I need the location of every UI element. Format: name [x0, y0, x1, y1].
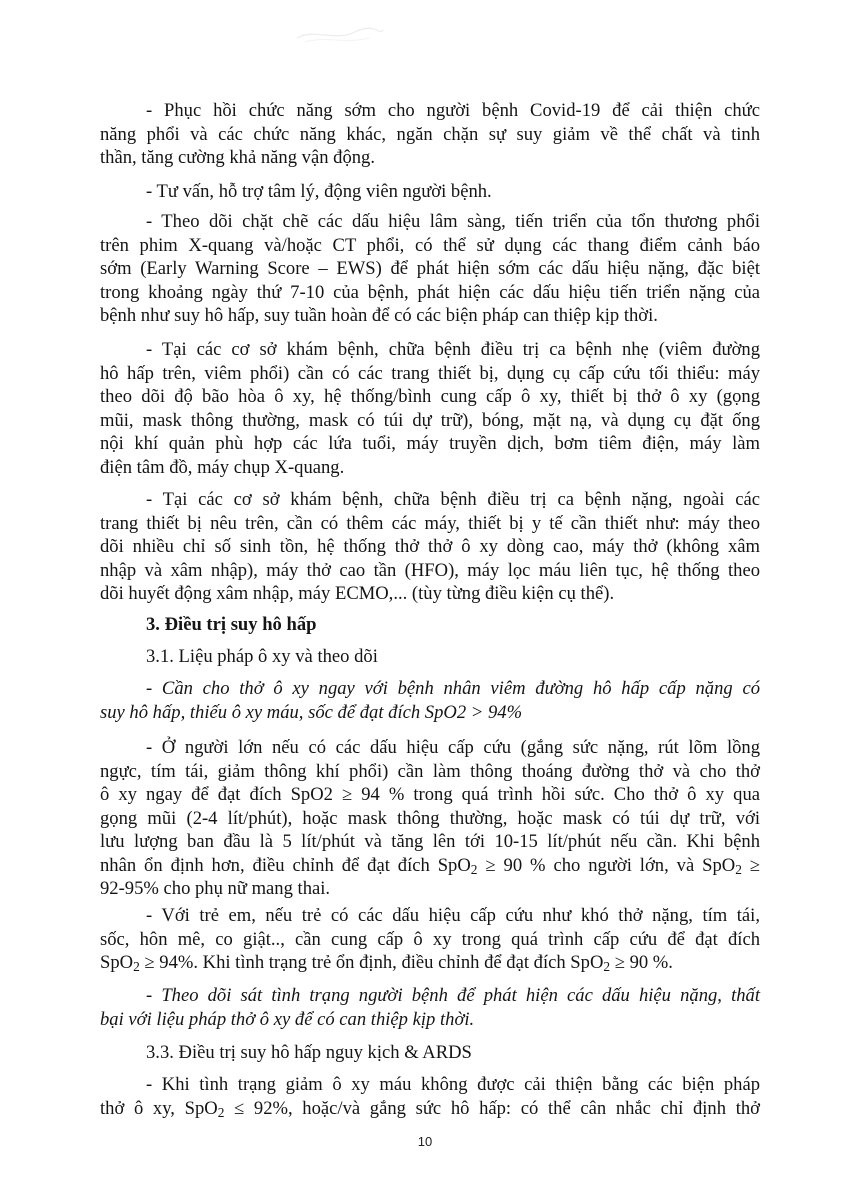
text-line: sốc, hôn mê, co giật.., cần cung cấp ô xy trong quá trình cấp cứu để đạt đích [100, 928, 760, 950]
text-line: nhân ổn định hơn, điều chỉnh để đạt đích SpO$_2$ ≥ 90 % cho người lớn, và SpO$_2$ ≥ [100, 854, 760, 877]
text-line: suy hô hấp, thiếu ô xy máu, sốc để đạt đích SpO2 > 94% [100, 701, 523, 723]
text-line: - Theo dõi sát tình trạng người bệnh để phát hiện các dấu hiệu nặng, thất [146, 985, 760, 1006]
text-line: dõi nhiều chỉ số sinh tồn, hệ thống thở thở ô xy dòng cao, máy thở (không xâm [100, 536, 760, 557]
paragraph-rehab [100, 99, 760, 170]
paragraph-mild-equipment [100, 338, 760, 479]
text-line: trong khoảng ngày thứ 7-10 của bệnh, phát hiện các dấu hiệu tiến triển nặng của [100, 281, 760, 303]
text-line: thần, tăng cường khả năng vận động. [100, 147, 375, 168]
text-line: gọng mũi (2-4 lít/phút), hoặc mask thông thường, hoặc mask có túi dự trữ, với [100, 807, 760, 829]
paragraph-oxygen-italic [100, 677, 760, 724]
section-heading: 3. Điều trị suy hô hấp [146, 614, 317, 635]
scan-artifact [295, 24, 385, 46]
text-line: trên phim X-quang và/hoặc CT phổi, có thể sử dụng các thang điểm cảnh báo [100, 234, 760, 256]
paragraph-monitor-italic [100, 984, 760, 1031]
text-line: mũi, mask thông thường, mask có túi dự trữ), bóng, mặt nạ, và dụng cụ đặt ống [100, 409, 760, 431]
text-line: - Tư vấn, hỗ trợ tâm lý, động viên người bệnh. [146, 181, 492, 202]
page-number: 10 [417, 1134, 433, 1149]
paragraph-child-oxygen [100, 904, 760, 975]
text-line: - Khi tình trạng giảm ô xy máu không được cải thiện bằng các biện pháp [146, 1074, 760, 1095]
text-line: lưu lượng ban đầu là 5 lít/phút và tăng lên tới 10-15 lít/phút nếu cần. Khi bệnh [100, 831, 760, 852]
paragraph-severe-equipment [100, 488, 760, 606]
text-line: bại với liệu pháp thở ô xy để có can thiệp kịp thời. [100, 1008, 475, 1030]
text-line: ngực, tím tái, giảm thông khí phổi) cần làm thông thoáng đường thở và cho thở [100, 760, 760, 782]
text-line: điện tâm đồ, máy chụp X-quang. [100, 456, 345, 478]
text-line: theo dõi độ bão hòa ô xy, hệ thống/bình cung cấp ô xy, thiết bị thở ô xy (gọng [100, 386, 760, 407]
text-line: hô hấp trên, viêm phổi) cần có các trang thiết bị, dụng cụ cấp cứu tối thiểu: máy [100, 362, 760, 384]
text-line: dõi huyết động xâm nhập, máy ECMO,... (tùy từng điều kiện cụ thể). [100, 583, 615, 604]
text-line: nhập và xâm nhập), máy thở cao tần (HFO), máy lọc máu liên tục, hệ thống theo [100, 559, 760, 581]
text-line: - Với trẻ em, nếu trẻ có các dấu hiệu cấp cứu như khó thở nặng, tím tái, [146, 905, 760, 926]
text-line: ô xy ngay để đạt đích SpO2 ≥ 94 % trong quá trình hồi sức. Cho thở ô xy qua [100, 784, 760, 805]
text-line: sớm (Early Warning Score – EWS) để phát hiện sớm các dấu hiệu nặng, đặc biệt [100, 258, 760, 279]
paragraph-adult-oxygen [100, 736, 760, 901]
paragraph-ards [100, 1073, 760, 1120]
text-line: - Tại các cơ sở khám bệnh, chữa bệnh điều trị ca bệnh nhẹ (viêm đường [146, 339, 760, 360]
text-line: nội khí quản phù hợp các lứa tuổi, máy truyền dịch, bơm tiêm điện, máy làm [100, 433, 760, 454]
text-line: thở ô xy, SpO$_2$ ≤ 92%, hoặc/và gắng sức hô hấp: có thể cân nhắc chỉ định thở [100, 1097, 760, 1120]
text-line: 92-95% cho phụ nữ mang thai. [100, 878, 331, 899]
text-line: - Cần cho thở ô xy ngay với bệnh nhân viêm đường hô hấp cấp nặng có [146, 678, 760, 699]
subsection-heading: 3.1. Liệu pháp ô xy và theo dõi [146, 646, 378, 667]
text-line: - Theo dõi chặt chẽ các dấu hiệu lâm sàng, tiến triển của tổn thương phổi [146, 211, 760, 232]
text-line: năng phổi và các chức năng khác, ngăn chặn sự suy giảm về thể chất và tinh [100, 123, 760, 145]
text-line: trang thiết bị nêu trên, cần có thêm các máy, thiết bị y tế cần thiết như: máy theo [100, 512, 760, 534]
text-line: - Ở người lớn nếu có các dấu hiệu cấp cứu (gắng sức nặng, rút lõm lồng [146, 737, 760, 758]
subsection-heading: 3.3. Điều trị suy hô hấp nguy kịch & ARDS [146, 1042, 472, 1063]
text-line: - Phục hồi chức năng sớm cho người bệnh Covid-19 để cải thiện chức [146, 100, 760, 121]
paragraph-counseling [100, 180, 760, 204]
paragraph-monitoring [100, 210, 760, 328]
text-line: bệnh như suy hô hấp, suy tuần hoàn để có các biện pháp can thiệp kịp thời. [100, 305, 658, 326]
text-line: SpO$_2$ ≥ 94%. Khi tình trạng trẻ ổn định, điều chỉnh để đạt đích SpO$_2$ ≥ 90 %. [100, 952, 673, 974]
text-line: - Tại các cơ sở khám bệnh, chữa bệnh điều trị ca bệnh nặng, ngoài các [146, 489, 760, 510]
